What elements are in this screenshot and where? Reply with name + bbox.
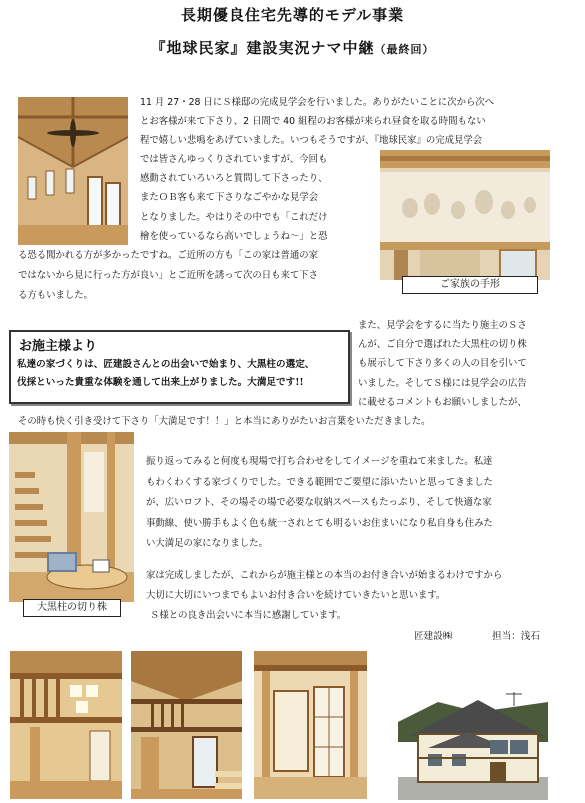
- footer-company: 匠建設㈱: [414, 631, 453, 642]
- photo-daikoku-stump: [9, 432, 134, 602]
- photo-interior-stairs: [131, 651, 242, 799]
- footer-staff: 担当：浅石: [492, 631, 540, 642]
- photo-house-exterior: [398, 682, 548, 800]
- photo-family-handprints: [380, 150, 550, 280]
- owner-comment-box: [9, 330, 350, 404]
- caption-daikoku-stump: 大黒柱の切り株: [23, 599, 121, 617]
- paragraph-owner-thanks: その時も快く引き受けて下さり「大満足です！！」と本当にありがたいお言葉をいただきました。: [18, 416, 431, 427]
- page-subtitle: [0, 37, 585, 58]
- subtitle-main: 『地球民家』建設実況ナマ中継: [150, 39, 375, 57]
- paragraph-closing: 家は完成しましたが、これからが施主様との本当のお付き合いが始まるわけですから 大切に大切にいつまでもよいお付き合いを続けていきたいと思います。 Ｓ様との良き出会いに本当に感謝しています。: [146, 570, 503, 621]
- owner-comment-title: お施主様より: [19, 339, 98, 354]
- photo-interior-room: [254, 651, 367, 799]
- subtitle-suffix: （最終回）: [374, 43, 435, 56]
- paragraph-open-house-narrow: では皆さんゆっくりされていますが、今回も 感動されていろいろと質問して下さったり、 またＯＢ客も来て下さりなごやかな見学会 となりました。やはりその中でも「これだけ 檜を使っているなら高いでしょうね～」と恐: [140, 154, 328, 242]
- page-title: 長期優良住宅先導的モデル事業: [180, 6, 405, 24]
- paragraph-stump-exhibit: また、見学会をするに当たり施主のＳさ んが、ご自分で選ばれた大黒柱の切り株 も展示して下さり多くの人の目を引いて いました。そしてＳ様には見学会の広告 に載せるコメントもお願いしましたが、: [358, 320, 527, 408]
- caption-family-handprints: ご家族の手形: [402, 276, 538, 294]
- photo-ceiling-fan: [18, 97, 128, 245]
- paragraph-open-house: 11 月 27・28 日にＳ様邸の完成見学会を行いました。ありがたいことに次から次へ とお客様が来て下さり、2 日間で 40 組程のお客様が来られ昼食を取る時間もない 程で嬉しい悲鳴をあげていました。いつもそうですが、『地球民家』の完成見学会: [140, 97, 495, 147]
- owner-comment-body: 私達の家づくりは、匠建設さんとの出会いで始まり、大黒柱の選定、 伐採といった貴重な体験を通して出来上がりました。大満足です!!: [17, 359, 315, 388]
- photo-interior-loft: [10, 651, 122, 799]
- paragraph-open-house-tail: る恐る聞かれる方が多かったですね。ご近所の方も「この家は普通の家 ではないから見に行った方が良い」とご近所を誘って次の日も来て下さ る方もいました。: [18, 250, 319, 301]
- paragraph-reflection: 振り返ってみると何度も現場で打ち合わせをしてイメージを重ねて来ました。私達 もわくわくする家づくりでした。できる範囲でご要望に添いたいと思ってきました が、広いロフト、その場その場で必要な収納スペースもたっぷり、そして快適な家 事動線、使い勝手もよく色も統一されとても明るいお住まいになり私自身も住みた い大満足の家になりました。: [146, 456, 493, 549]
